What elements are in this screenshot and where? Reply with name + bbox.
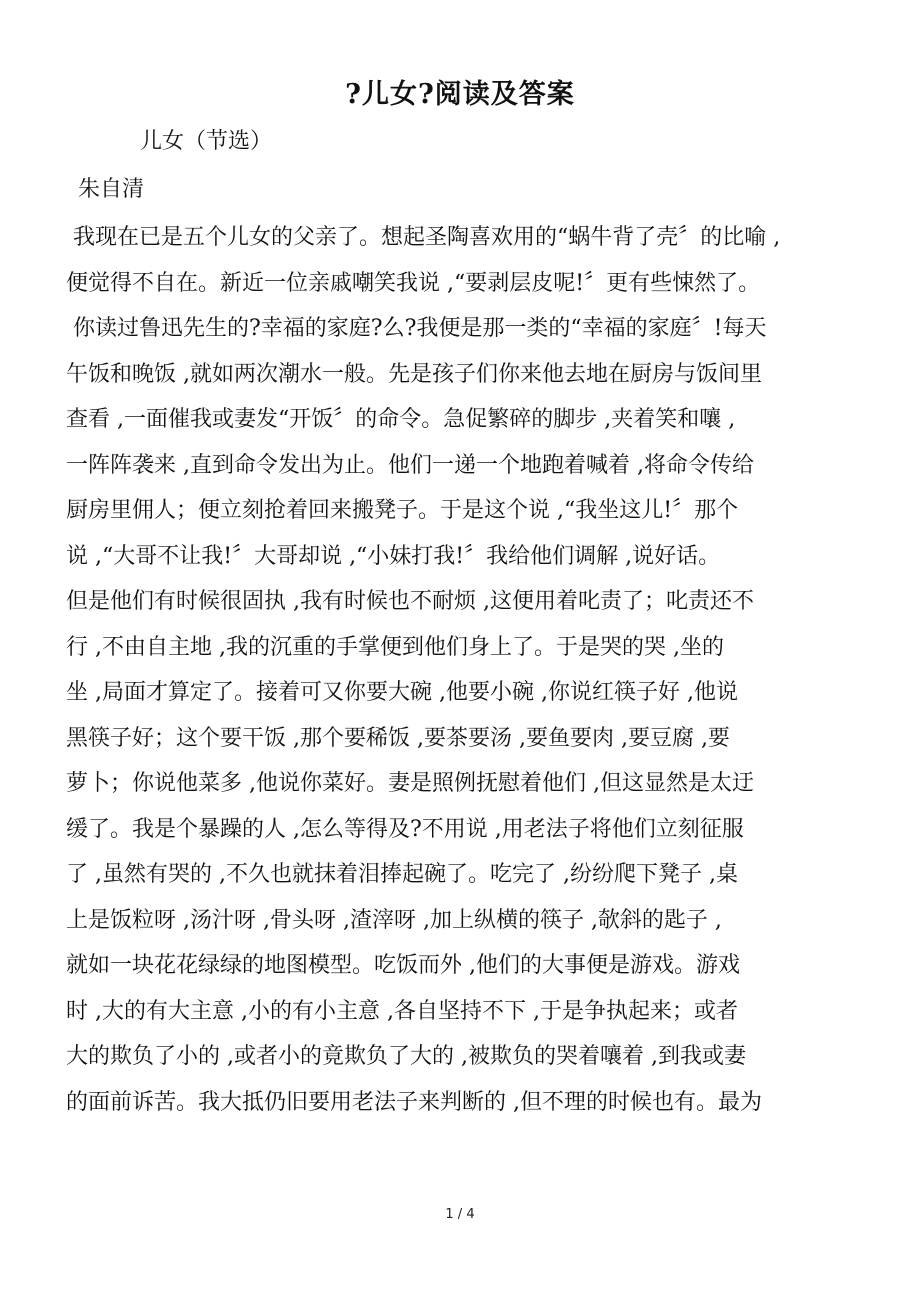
text-line: 行 ,不由自主地 ,我的沉重的手掌便到他们身上了。于是哭的哭 ,坐的 [66,634,724,660]
text-line: 午饭和晚饭 ,就如两次潮水一般。先是孩子们你来他去地在厨房与饭间里 [66,361,762,387]
text-line: 你读过鲁迅先生的?幸福的家庭?么?我便是那一类的“幸福的家庭〞!每天 [66,316,767,341]
text-line: 缓了。我是个暴躁的人 ,怎么等得及?不用说 ,用老法子将他们立刻征服 [66,816,744,842]
text-line: 但是他们有时候很固执 ,我有时候也不耐烦 ,这便用着叱责了；叱责还不 [66,589,754,614]
text-line: 厨房里佣人；便立刻抢着回来搬凳子。于是这个说 ,“我坐这儿!〞那个 [66,498,739,523]
text-line: 就如一块花花绿绿的地图模型。吃饭而外 ,他们的大事便是游戏。游戏 [66,953,740,978]
text-line: 上是饭粒呀 ,汤汁呀 ,骨头呀 ,渣滓呀 ,加上纵横的筷子 ,欹斜的匙子 , [66,907,722,933]
text-line: 我现在已是五个儿女的父亲了。想起圣陶喜欢用的“蜗牛背了壳〞的比喻 , [66,225,781,250]
text-line: 萝卜；你说他菜多 ,他说你菜好。妻是照例抚慰着他们 ,但这显然是太迂 [66,771,754,796]
text-line: 查看 ,一面催我或妻发“开饭〞的命令。急促繁碎的脚步 ,夹着笑和嚷 , [66,407,736,432]
text-line: 说 ,“大哥不让我!〞大哥却说 ,“小妹打我!〞我给他们调解 ,说好话。 [66,543,721,569]
body-text [66,215,866,1125]
text-line: 大的欺负了小的 ,或者小的竟欺负了大的 ,被欺负的哭着嚷着 ,到我或妻 [66,1044,746,1069]
author-name: 朱自清 [78,177,145,202]
document-subtitle: 儿女（节选） [140,129,273,154]
text-line: 了 ,虽然有哭的 ,不久也就抹着泪捧起碗了。吃完了 ,纷纷爬下凳子 ,桌 [66,862,738,887]
text-line: 一阵阵袭来 ,直到命令发出为止。他们一递一个地跑着喊着 ,将命令传给 [66,452,754,478]
text-line: 时 ,大的有大主意 ,小的有小主意 ,各自坚持不下 ,于是争执起来；或者 [66,998,738,1024]
text-line: 的面前诉苦。我大抵仍旧要用老法子来判断的 ,但不理的时候也有。最为 [66,1089,762,1115]
page-indicator: 1 / 4 [445,1207,475,1222]
text-line: 坐 ,局面才算定了。接着可又你要大碗 ,他要小碗 ,你说红筷子好 ,他说 [66,680,738,705]
text-line: 黑筷子好；这个要干饭 ,那个要稀饭 ,要茶要汤 ,要鱼要肉 ,要豆腐 ,要 [66,725,730,751]
document-title: ?儿女?阅读及答案 [345,79,575,110]
text-line: 便觉得不自在。新近一位亲戚嘲笑我说 ,“要剥层皮呢!〞更有些悚然了。 [66,270,761,296]
